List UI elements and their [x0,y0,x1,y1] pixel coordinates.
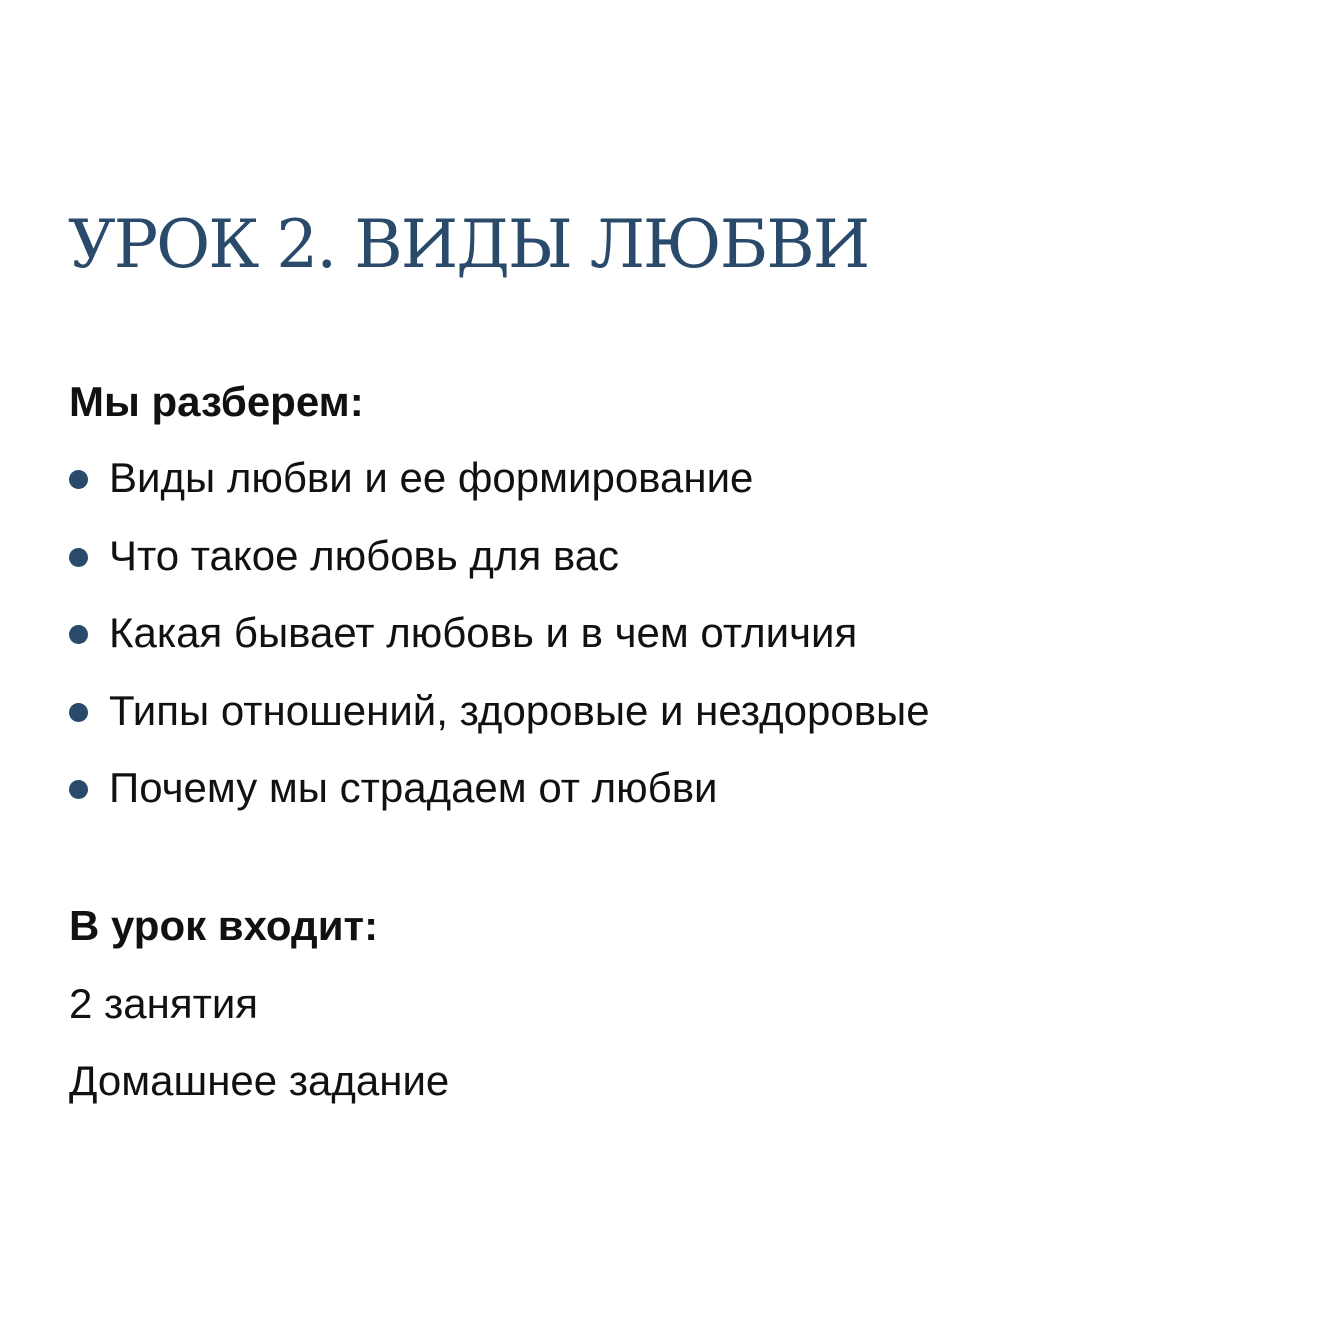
bullet-icon [69,703,88,722]
bullet-icon [69,548,88,567]
topics-heading: Мы разберем: [69,378,364,425]
list-item-text: Почему мы страдаем от любви [109,764,718,811]
includes-item-homework: Домашнее задание [69,1057,450,1104]
list-item-text: Типы отношений, здоровые и нездоровые [109,686,930,734]
includes-list [69,976,449,1130]
list-item [69,683,930,761]
list-item-text: Что такое любовь для вас [109,531,620,579]
includes-heading: В урок входит: [69,902,379,949]
list-item-text: Виды любви и ее формирование [109,454,754,501]
page-title: УРОК 2. ВИДЫ ЛЮБВИ [68,206,869,283]
list-item [69,450,930,528]
includes-item-lessons: 2 занятия [69,980,259,1027]
list-item-text: Какая бывает любовь и в чем отличия [109,609,858,656]
topics-list [69,450,930,838]
list-item [69,760,930,838]
bullet-icon [69,780,88,799]
list-item [69,605,930,683]
list-item [69,528,930,606]
bullet-icon [69,470,88,489]
bullet-icon [69,625,88,644]
